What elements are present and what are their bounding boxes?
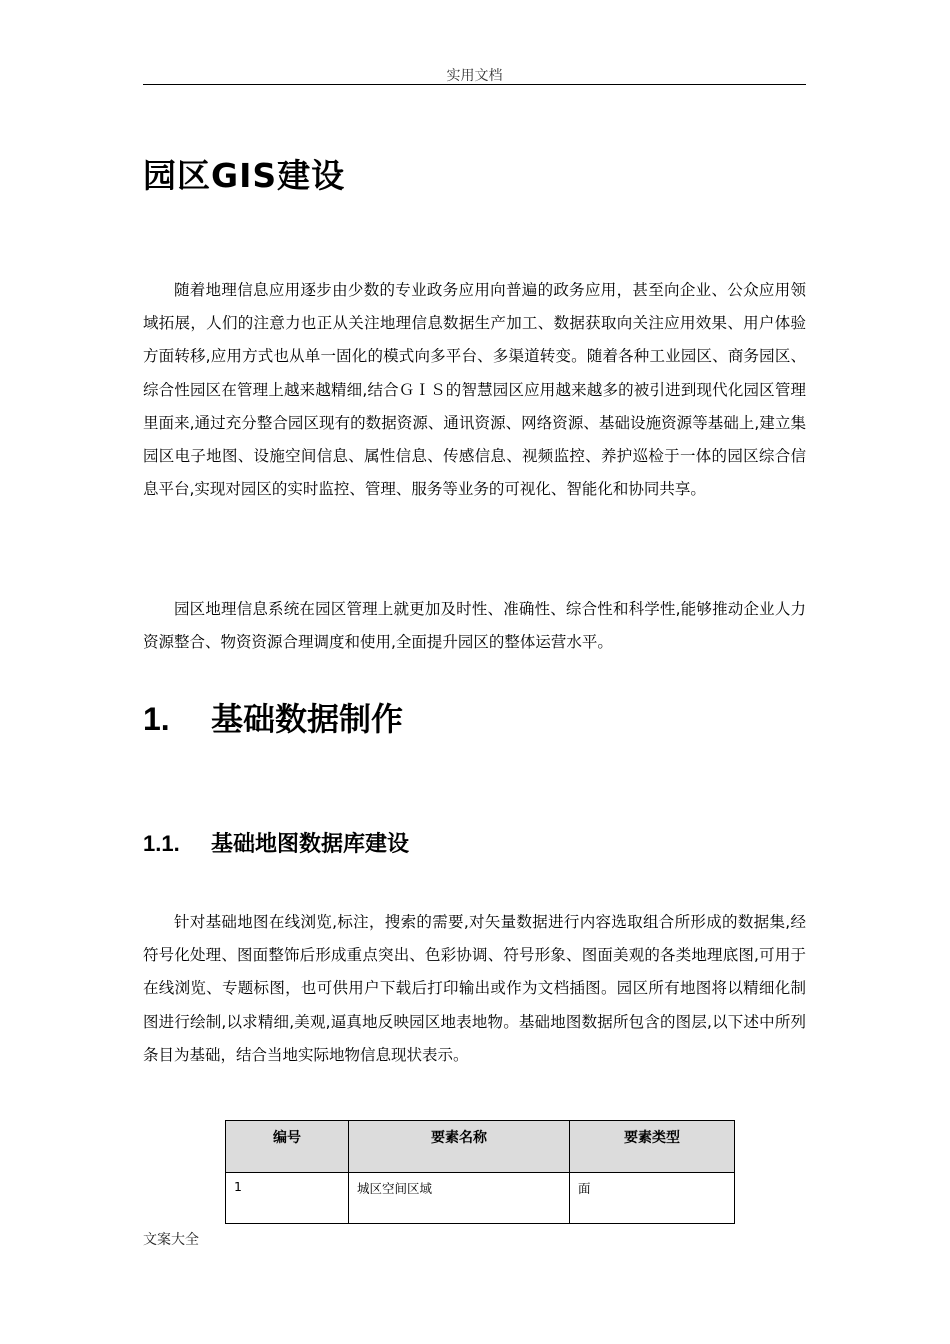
- document-title: 园区GIS建设: [143, 156, 346, 195]
- intro-paragraph-2: 园区地理信息系统在园区管理上就更加及时性、准确性、综合性和科学性,能够推动企业人力资源整合、物资资源合理调度和使用,全面提升园区的整体运营水平。: [143, 600, 806, 652]
- header-rule: [143, 84, 806, 85]
- table-cell-number: 1: [226, 1173, 349, 1224]
- column-header-feature-name: 要素名称: [349, 1121, 570, 1173]
- section-1-1-title: 基础地图数据库建设: [211, 832, 410, 857]
- table-cell-feature-name: 城区空间区域: [349, 1173, 570, 1224]
- table-header-row: [226, 1121, 735, 1173]
- section-1-number: 1.: [143, 701, 170, 737]
- page-header: 实用文档: [446, 68, 503, 84]
- table-cell-feature-type: 面: [570, 1173, 735, 1224]
- section-1-title: 基础数据制作: [211, 700, 404, 738]
- column-header-number: 编号: [226, 1121, 349, 1173]
- feature-table: [225, 1120, 735, 1224]
- intro-paragraph-1: 随着地理信息应用逐步由少数的专业政务应用向普遍的政务应用，甚至向企业、公众应用领域拓展，人们的注意力也正从关注地理信息数据生产加工、数据获取向关注应用效果、用户体验方面转移,应用方式也从单一固化的模式向多平台、多渠道转变。随着各种工业园区、商务园区、综合性园区在管理上越来越精细,结合ＧＩＳ的智慧园区应用越来越多的被引进到现代化园区管理里面来,通过充分整合园区现有的数据资源、通讯资源、网络资源、基础设施资源等基础上,建立集园区电子地图、设施空间信息、属性信息、传感信息、视频监控、养护巡检于一体的园区综合信息平台,实现对园区的实时监控、管理、服务等业务的可视化、智能化和协同共享。: [143, 281, 806, 499]
- page-footer: 文案大全: [143, 1232, 199, 1248]
- section-1-1-paragraph: 针对基础地图在线浏览,标注，搜索的需要,对矢量数据进行内容选取组合所形成的数据集,经符号化处理、图面整饰后形成重点突出、色彩协调、符号形象、图面美观的各类地理底图,可用于在线浏览、专题标图，也可供用户下载后打印输出或作为文档插图。园区所有地图将以精细化制图进行绘制,以求精细,美观,逼真地反映园区地表地物。基础地图数据所包含的图层,以下述中所列条目为基础，结合当地实际地物信息现状表示。: [143, 913, 806, 1064]
- section-1-1-heading: [143, 828, 409, 861]
- column-header-feature-type: 要素类型: [570, 1121, 735, 1173]
- section-1-1-number: 1.1.: [143, 831, 180, 856]
- table-row: [226, 1173, 735, 1224]
- section-1-heading: [143, 697, 403, 741]
